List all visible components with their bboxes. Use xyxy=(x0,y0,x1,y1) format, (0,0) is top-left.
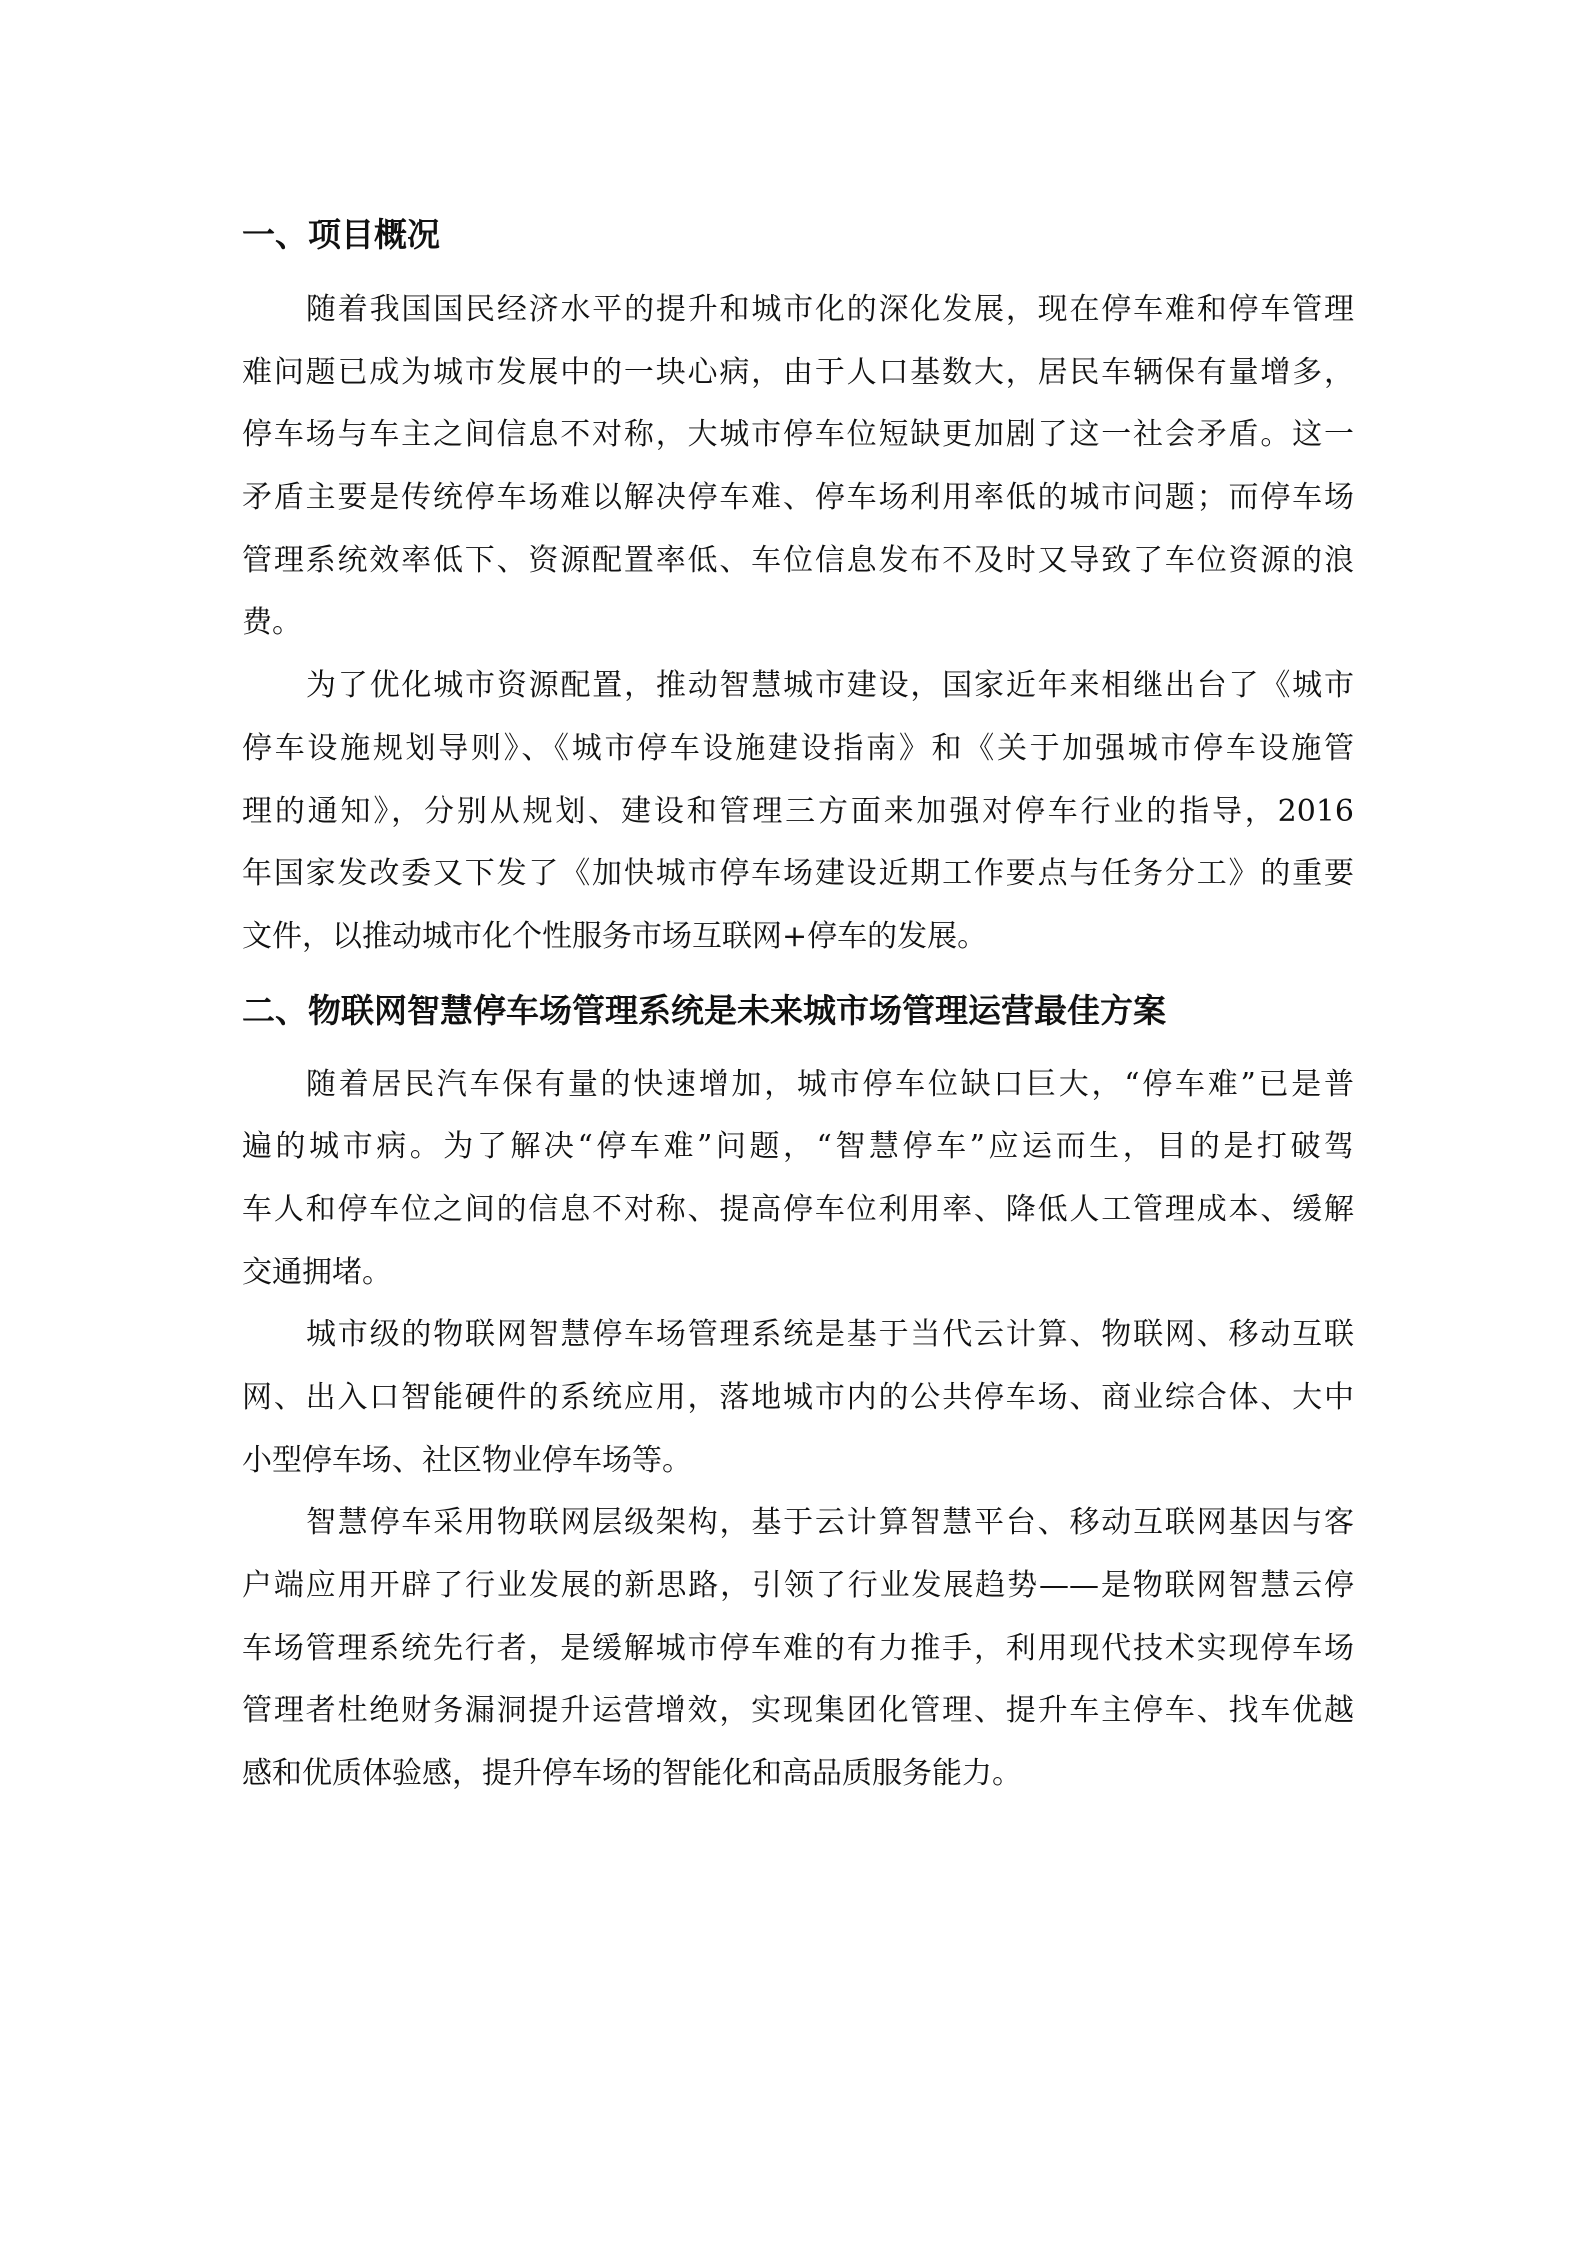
paragraph-line: 城市级的物联网智慧停车场管理系统是基于当代云计算、物联网、移动互联 xyxy=(306,1317,1354,1353)
paragraph-line: 理的通知》，分别从规划、建设和管理三方面来加强对停车行业的指导，2016 xyxy=(242,793,1354,829)
paragraph-line: 停车场与车主之间信息不对称，大城市停车位短缺更加剧了这一社会矛盾。这一 xyxy=(242,417,1354,453)
paragraph xyxy=(242,1054,1354,1305)
paragraph-line: 年国家发改委又下发了《加快城市停车场建设近期工作要点与任务分工》的重要 xyxy=(242,856,1354,892)
document-body xyxy=(242,204,1354,1806)
paragraph-line: 管理系统效率低下、资源配置率低、车位信息发布不及时又导致了车位资源的浪 xyxy=(242,542,1354,578)
paragraph-line: 网、出入口智能硬件的系统应用，落地城市内的公共停车场、商业综合体、大中 xyxy=(242,1380,1354,1415)
paragraph xyxy=(242,1304,1354,1492)
paragraph-line: 户端应用开辟了行业发展的新思路，引领了行业发展趋势——是物联网智慧云停 xyxy=(242,1568,1354,1604)
paragraph-line: 感和优质体验感，提升停车场的智能化和高品质服务能力。 xyxy=(242,1756,1022,1792)
paragraph-line: 随着我国国民经济水平的提升和城市化的深化发展，现在停车难和停车管理 xyxy=(306,292,1354,327)
section-heading: 二、物联网智慧停车场管理系统是未来城市场管理运营最佳方案 xyxy=(242,990,1166,1030)
paragraph-line: 费。 xyxy=(242,605,302,641)
paragraph xyxy=(242,279,1354,655)
paragraph xyxy=(242,655,1354,968)
paragraph-line: 为了优化城市资源配置，推动智慧城市建设，国家近年来相继出台了《城市 xyxy=(306,668,1354,704)
section-heading: 一、项目概况 xyxy=(242,215,440,254)
paragraph xyxy=(242,1492,1354,1805)
paragraph-line: 矛盾主要是传统停车场难以解决停车难、停车场利用率低的城市问题；而停车场 xyxy=(242,480,1354,516)
paragraph-line: 遍的城市病。为了解决“停车难”问题，“智慧停车”应运而生，目的是打破驾 xyxy=(242,1129,1354,1165)
paragraph-line: 停车设施规划导则》、《城市停车设施建设指南》和《关于加强城市停车设施管 xyxy=(242,730,1354,766)
paragraph-line: 管理者杜绝财务漏洞提升运营增效，实现集团化管理、提升车主停车、找车优越 xyxy=(242,1693,1354,1729)
paragraph-line: 文件，以推动城市化个性服务市场互联网+停车的发展。 xyxy=(242,918,988,954)
paragraph-line: 随着居民汽车保有量的快速增加，城市停车位缺口巨大，“停车难”已是普 xyxy=(306,1066,1354,1102)
paragraph-line: 交通拥堵。 xyxy=(242,1254,392,1290)
paragraph-line: 小型停车场、社区物业停车场等。 xyxy=(242,1442,692,1478)
paragraph-line: 车场管理系统先行者，是缓解城市停车难的有力推手，利用现代技术实现停车场 xyxy=(242,1630,1354,1666)
paragraph-line: 智慧停车采用物联网层级架构，基于云计算智慧平台、移动互联网基因与客 xyxy=(306,1505,1354,1541)
paragraph-line: 难问题已成为城市发展中的一块心病，由于人口基数大，居民车辆保有量增多， xyxy=(242,354,1354,390)
paragraph-line: 车人和停车位之间的信息不对称、提高停车位利用率、降低人工管理成本、缓解 xyxy=(242,1191,1354,1227)
